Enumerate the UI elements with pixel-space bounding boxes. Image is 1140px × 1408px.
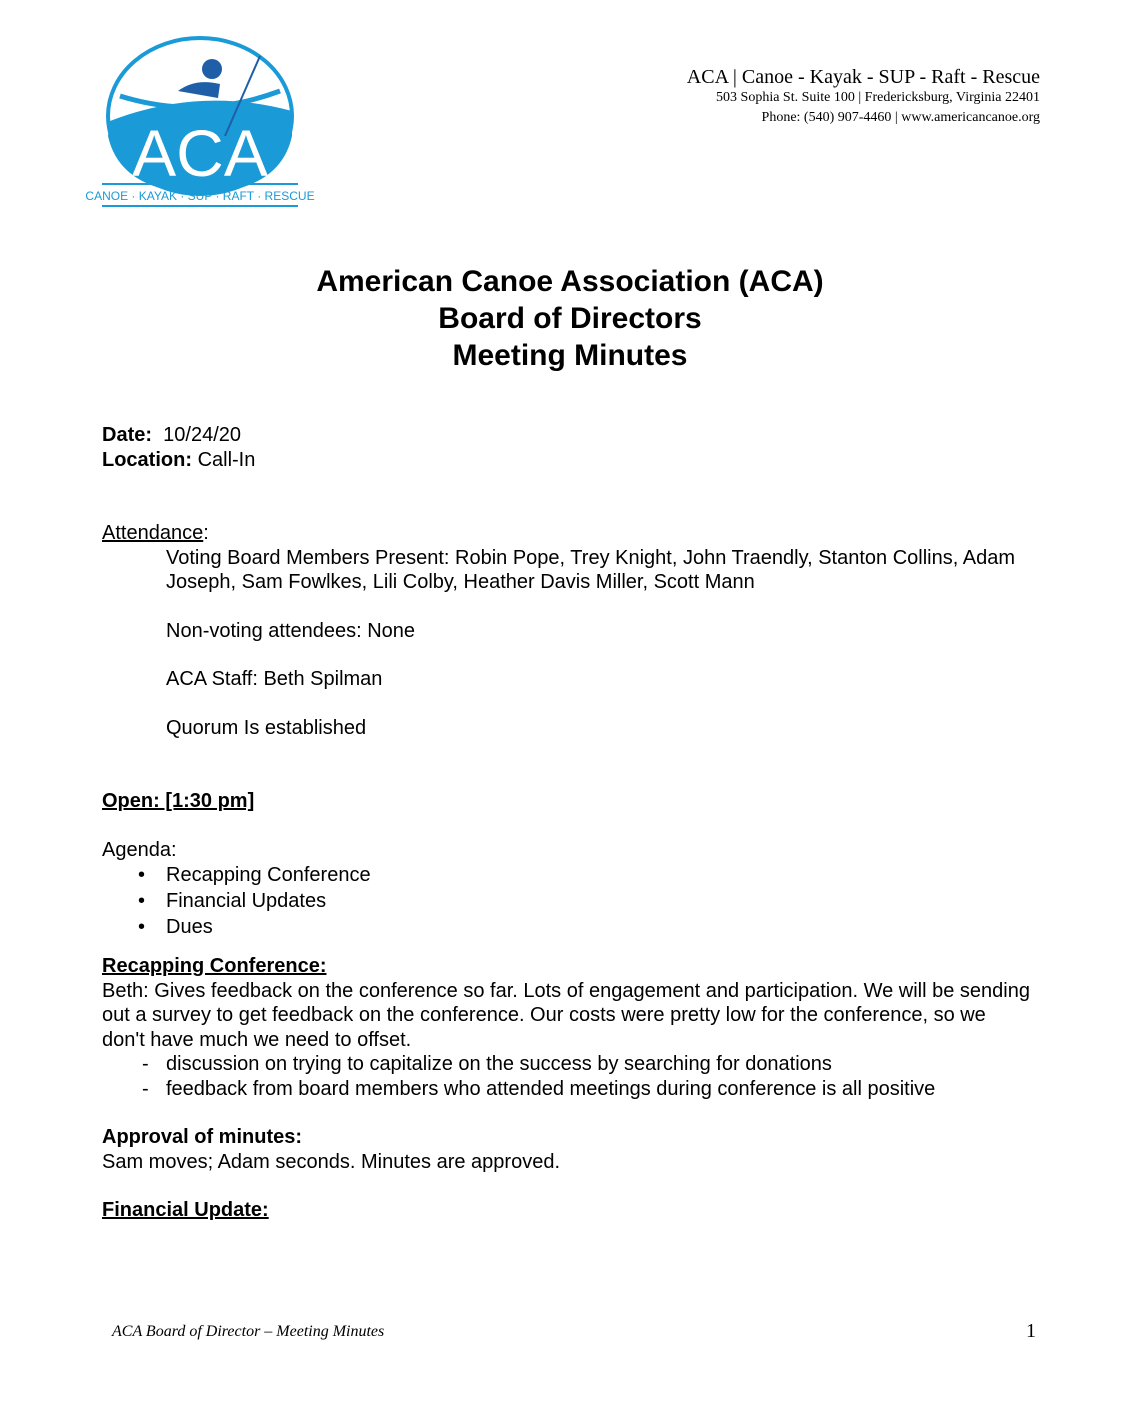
financial-heading: Financial Update:	[102, 1199, 269, 1221]
agenda-item: • Dues	[102, 914, 1032, 940]
agenda-item: • Recapping Conference	[102, 862, 1032, 888]
open-time: Open: [1:30 pm]	[102, 790, 255, 812]
recap-text: Beth: Gives feedback on the conference so far. Lots of engagement and participation. We will be sending out a survey to get feedback on the conference. Our costs were pretty low for the conference, so we don't have much we need to offset.	[102, 979, 1030, 1051]
quorum: Quorum Is established	[166, 716, 367, 739]
location-line	[102, 448, 1032, 473]
voting-members: Voting Board Members Present: Robin Pope, Trey Knight, John Traendly, Stanton Collins, Adam Joseph, Sam Fowlkes, Lili Colby, Heather Davis Miller, Scott Mann	[166, 546, 1015, 593]
attendance-details	[102, 546, 1032, 741]
recap-points	[102, 1052, 1032, 1101]
agenda-heading: Agenda:	[102, 838, 177, 861]
approval-heading: Approval of minutes:	[102, 1126, 303, 1148]
agenda-item: • Financial Updates	[102, 888, 1032, 914]
date-label: Date:	[102, 424, 153, 446]
location-value: Call-In	[197, 448, 256, 471]
letterhead-title: ACA | Canoe - Kayak - SUP - Raft - Rescue	[686, 66, 1040, 88]
approval-text: Sam moves; Adam seconds. Minutes are approved.	[102, 1150, 561, 1173]
page-number: 1	[1026, 1320, 1036, 1342]
title-line: Board of Directors	[438, 302, 702, 335]
recap-point: - discussion on trying to capitalize on the success by searching for donations	[102, 1052, 1032, 1077]
aca-logo	[85, 36, 315, 211]
location-label: Location:	[102, 448, 192, 471]
attendance-label: Attendance	[102, 522, 204, 544]
footer-text: ACA Board of Director – Meeting Minutes	[112, 1323, 385, 1340]
recap-heading: Recapping Conference:	[102, 955, 327, 977]
non-voting-attendees: Non-voting attendees: None	[166, 619, 416, 642]
page-title	[0, 263, 1140, 374]
title-line: American Canoe Association (ACA)	[316, 265, 824, 298]
date-line	[102, 423, 1032, 448]
svg-text:ACA: ACA	[132, 116, 268, 190]
letterhead-address: 503 Sophia St. Suite 100 | Fredericksburg, Virginia 22401	[716, 90, 1040, 105]
title-line: Meeting Minutes	[452, 339, 688, 372]
date-value: 10/24/20	[163, 424, 241, 446]
document-body	[102, 423, 1032, 1223]
svg-text:CANOE · KAYAK · SUP · RAFT · R: CANOE · KAYAK · SUP · RAFT · RESCUE	[85, 189, 315, 203]
agenda-list	[102, 862, 1032, 940]
letterhead	[687, 66, 1040, 128]
letterhead-contact: Phone: (540) 907-4460 | www.americancanoe.org	[761, 110, 1040, 125]
recap-point: - feedback from board members who attended meetings during conference is all positive	[102, 1077, 1032, 1102]
aca-staff: ACA Staff: Beth Spilman	[166, 668, 383, 690]
attendance-heading: Attendance:	[102, 522, 209, 544]
